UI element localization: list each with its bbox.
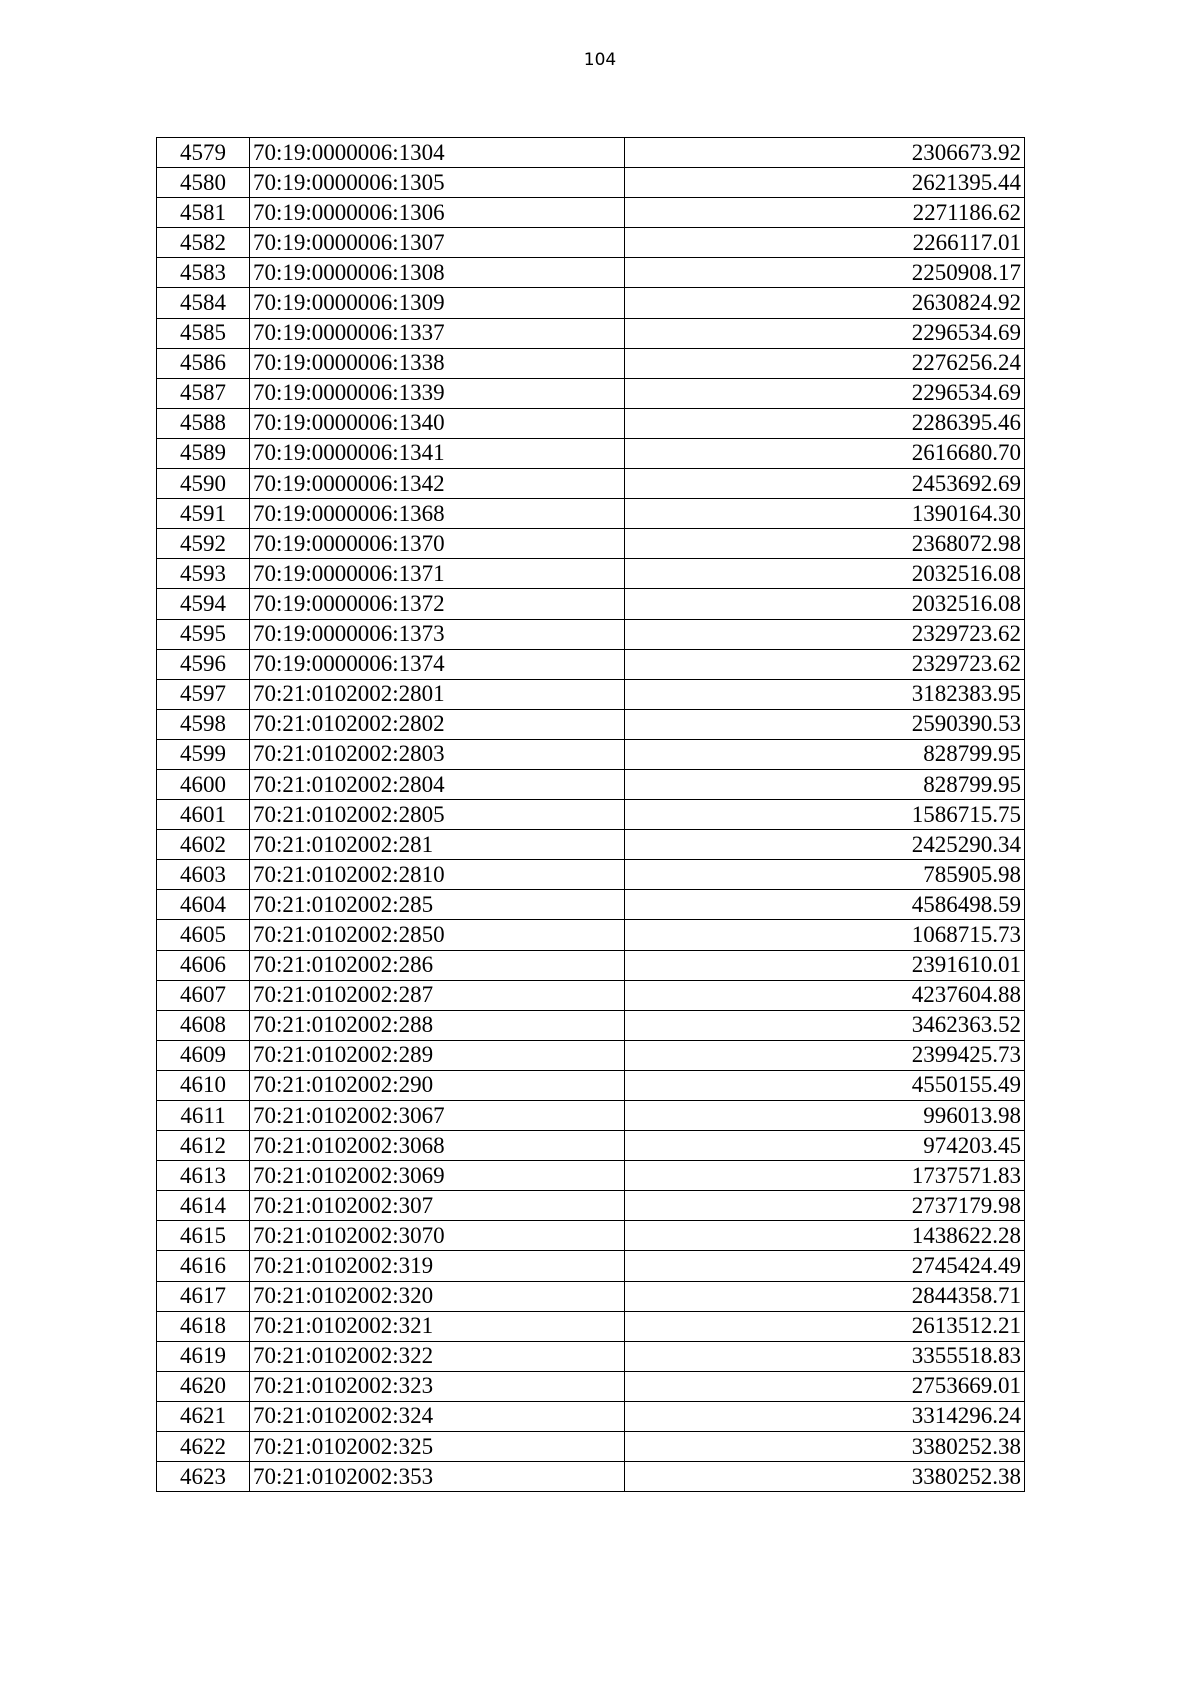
cadastral-number-cell: 70:21:0102002:319 [250,1251,625,1281]
cadastral-number-cell: 70:21:0102002:320 [250,1281,625,1311]
row-number-cell: 4601 [157,800,250,830]
row-number-cell: 4606 [157,950,250,980]
value-cell: 785905.98 [625,860,1025,890]
table-row [157,1070,1025,1100]
row-number-cell: 4613 [157,1161,250,1191]
table-row [157,529,1025,559]
row-number-cell: 4585 [157,318,250,348]
table-row [157,1462,1025,1492]
row-number-cell: 4590 [157,469,250,499]
cadastral-number-cell: 70:21:0102002:3069 [250,1161,625,1191]
row-number-cell: 4587 [157,378,250,408]
table-row [157,589,1025,619]
cadastral-number-cell: 70:19:0000006:1371 [250,559,625,589]
cadastral-number-cell: 70:21:0102002:285 [250,890,625,920]
table-row [157,1131,1025,1161]
cadastral-number-cell: 70:19:0000006:1309 [250,288,625,318]
row-number-cell: 4599 [157,739,250,769]
value-cell: 2286395.46 [625,408,1025,438]
value-cell: 3380252.38 [625,1432,1025,1462]
cadastral-number-cell: 70:21:0102002:286 [250,950,625,980]
table-row [157,860,1025,890]
cadastral-number-cell: 70:21:0102002:2801 [250,679,625,709]
value-cell: 4586498.59 [625,890,1025,920]
value-cell: 2329723.62 [625,619,1025,649]
table-row [157,1161,1025,1191]
value-cell: 2250908.17 [625,258,1025,288]
row-number-cell: 4604 [157,890,250,920]
value-cell: 828799.95 [625,769,1025,799]
cadastral-number-cell: 70:19:0000006:1341 [250,438,625,468]
cadastral-number-cell: 70:21:0102002:321 [250,1311,625,1341]
value-cell: 2032516.08 [625,589,1025,619]
row-number-cell: 4595 [157,619,250,649]
row-number-cell: 4588 [157,408,250,438]
table-row [157,830,1025,860]
table-row [157,168,1025,198]
value-cell: 1586715.75 [625,800,1025,830]
row-number-cell: 4614 [157,1191,250,1221]
row-number-cell: 4621 [157,1401,250,1431]
table-row [157,1101,1025,1131]
table-row [157,1251,1025,1281]
cadastral-number-cell: 70:21:0102002:287 [250,980,625,1010]
table-row [157,1040,1025,1070]
cadastral-number-cell: 70:21:0102002:2803 [250,739,625,769]
table-row [157,1432,1025,1462]
cadastral-number-cell: 70:21:0102002:353 [250,1462,625,1492]
table-row [157,348,1025,378]
table-row [157,559,1025,589]
cadastral-number-cell: 70:21:0102002:3068 [250,1131,625,1161]
value-cell: 2032516.08 [625,559,1025,589]
value-cell: 4550155.49 [625,1070,1025,1100]
row-number-cell: 4598 [157,709,250,739]
value-cell: 2329723.62 [625,649,1025,679]
value-cell: 2306673.92 [625,138,1025,168]
page-number: 104 [583,50,617,70]
table-row [157,619,1025,649]
cadastral-number-cell: 70:19:0000006:1339 [250,378,625,408]
table-row [157,408,1025,438]
cadastral-number-cell: 70:21:0102002:289 [250,1040,625,1070]
row-number-cell: 4608 [157,1010,250,1040]
table-row [157,679,1025,709]
cadastral-number-cell: 70:21:0102002:2802 [250,709,625,739]
row-number-cell: 4597 [157,679,250,709]
value-cell: 2613512.21 [625,1311,1025,1341]
value-cell: 2296534.69 [625,378,1025,408]
cadastral-number-cell: 70:21:0102002:290 [250,1070,625,1100]
row-number-cell: 4592 [157,529,250,559]
row-number-cell: 4602 [157,830,250,860]
value-cell: 2737179.98 [625,1191,1025,1221]
cadastral-number-cell: 70:19:0000006:1307 [250,228,625,258]
cadastral-number-cell: 70:21:0102002:307 [250,1191,625,1221]
table-row [157,1401,1025,1431]
cadastral-number-cell: 70:21:0102002:2850 [250,920,625,950]
value-cell: 2590390.53 [625,709,1025,739]
row-number-cell: 4620 [157,1371,250,1401]
row-number-cell: 4581 [157,198,250,228]
cadastral-number-cell: 70:21:0102002:2805 [250,800,625,830]
table-row [157,138,1025,168]
cadastral-number-cell: 70:19:0000006:1306 [250,198,625,228]
table-row [157,1191,1025,1221]
table-row [157,709,1025,739]
row-number-cell: 4623 [157,1462,250,1492]
value-cell: 2616680.70 [625,438,1025,468]
table-row [157,378,1025,408]
value-cell: 3380252.38 [625,1462,1025,1492]
value-cell: 2276256.24 [625,348,1025,378]
row-number-cell: 4609 [157,1040,250,1070]
value-cell: 2296534.69 [625,318,1025,348]
registry-table-body [157,138,1025,1492]
cadastral-number-cell: 70:19:0000006:1373 [250,619,625,649]
cadastral-number-cell: 70:21:0102002:325 [250,1432,625,1462]
row-number-cell: 4580 [157,168,250,198]
row-number-cell: 4589 [157,438,250,468]
table-row [157,1281,1025,1311]
row-number-cell: 4583 [157,258,250,288]
cadastral-number-cell: 70:21:0102002:288 [250,1010,625,1040]
value-cell: 2399425.73 [625,1040,1025,1070]
value-cell: 1068715.73 [625,920,1025,950]
table-row [157,1311,1025,1341]
value-cell: 1438622.28 [625,1221,1025,1251]
table-row [157,499,1025,529]
value-cell: 2453692.69 [625,469,1025,499]
value-cell: 2753669.01 [625,1371,1025,1401]
value-cell: 2745424.49 [625,1251,1025,1281]
table-row [157,800,1025,830]
row-number-cell: 4617 [157,1281,250,1311]
table-row [157,890,1025,920]
table-row [157,1010,1025,1040]
row-number-cell: 4616 [157,1251,250,1281]
value-cell: 3314296.24 [625,1401,1025,1431]
value-cell: 2425290.34 [625,830,1025,860]
cadastral-number-cell: 70:19:0000006:1305 [250,168,625,198]
row-number-cell: 4593 [157,559,250,589]
value-cell: 1390164.30 [625,499,1025,529]
row-number-cell: 4579 [157,138,250,168]
value-cell: 3462363.52 [625,1010,1025,1040]
value-cell: 3355518.83 [625,1341,1025,1371]
row-number-cell: 4611 [157,1101,250,1131]
table-row [157,769,1025,799]
registry-table [156,137,1025,1492]
cadastral-number-cell: 70:19:0000006:1338 [250,348,625,378]
table-row [157,288,1025,318]
table-row [157,469,1025,499]
value-cell: 2621395.44 [625,168,1025,198]
cadastral-number-cell: 70:21:0102002:3067 [250,1101,625,1131]
table-row [157,228,1025,258]
row-number-cell: 4605 [157,920,250,950]
cadastral-number-cell: 70:21:0102002:323 [250,1371,625,1401]
value-cell: 2630824.92 [625,288,1025,318]
cadastral-number-cell: 70:19:0000006:1304 [250,138,625,168]
value-cell: 4237604.88 [625,980,1025,1010]
value-cell: 3182383.95 [625,679,1025,709]
cadastral-number-cell: 70:19:0000006:1374 [250,649,625,679]
cadastral-number-cell: 70:19:0000006:1342 [250,469,625,499]
row-number-cell: 4619 [157,1341,250,1371]
row-number-cell: 4622 [157,1432,250,1462]
table-row [157,980,1025,1010]
value-cell: 828799.95 [625,739,1025,769]
value-cell: 1737571.83 [625,1161,1025,1191]
table-row [157,649,1025,679]
value-cell: 2266117.01 [625,228,1025,258]
cadastral-number-cell: 70:21:0102002:2804 [250,769,625,799]
table-row [157,318,1025,348]
table-row [157,1341,1025,1371]
row-number-cell: 4591 [157,499,250,529]
value-cell: 2368072.98 [625,529,1025,559]
table-row [157,258,1025,288]
cadastral-number-cell: 70:19:0000006:1370 [250,529,625,559]
row-number-cell: 4586 [157,348,250,378]
cadastral-number-cell: 70:21:0102002:2810 [250,860,625,890]
value-cell: 2391610.01 [625,950,1025,980]
cadastral-number-cell: 70:21:0102002:281 [250,830,625,860]
row-number-cell: 4612 [157,1131,250,1161]
cadastral-number-cell: 70:19:0000006:1337 [250,318,625,348]
table-row [157,739,1025,769]
row-number-cell: 4607 [157,980,250,1010]
value-cell: 2844358.71 [625,1281,1025,1311]
table-row [157,1221,1025,1251]
cadastral-number-cell: 70:19:0000006:1372 [250,589,625,619]
value-cell: 2271186.62 [625,198,1025,228]
row-number-cell: 4594 [157,589,250,619]
row-number-cell: 4615 [157,1221,250,1251]
row-number-cell: 4618 [157,1311,250,1341]
row-number-cell: 4600 [157,769,250,799]
row-number-cell: 4610 [157,1070,250,1100]
table-row [157,438,1025,468]
table-row [157,198,1025,228]
cadastral-number-cell: 70:21:0102002:324 [250,1401,625,1431]
row-number-cell: 4603 [157,860,250,890]
table-row [157,1371,1025,1401]
cadastral-number-cell: 70:21:0102002:322 [250,1341,625,1371]
cadastral-number-cell: 70:19:0000006:1308 [250,258,625,288]
table-row [157,950,1025,980]
value-cell: 996013.98 [625,1101,1025,1131]
row-number-cell: 4596 [157,649,250,679]
table-row [157,920,1025,950]
cadastral-number-cell: 70:19:0000006:1340 [250,408,625,438]
row-number-cell: 4582 [157,228,250,258]
value-cell: 974203.45 [625,1131,1025,1161]
cadastral-number-cell: 70:21:0102002:3070 [250,1221,625,1251]
row-number-cell: 4584 [157,288,250,318]
cadastral-number-cell: 70:19:0000006:1368 [250,499,625,529]
